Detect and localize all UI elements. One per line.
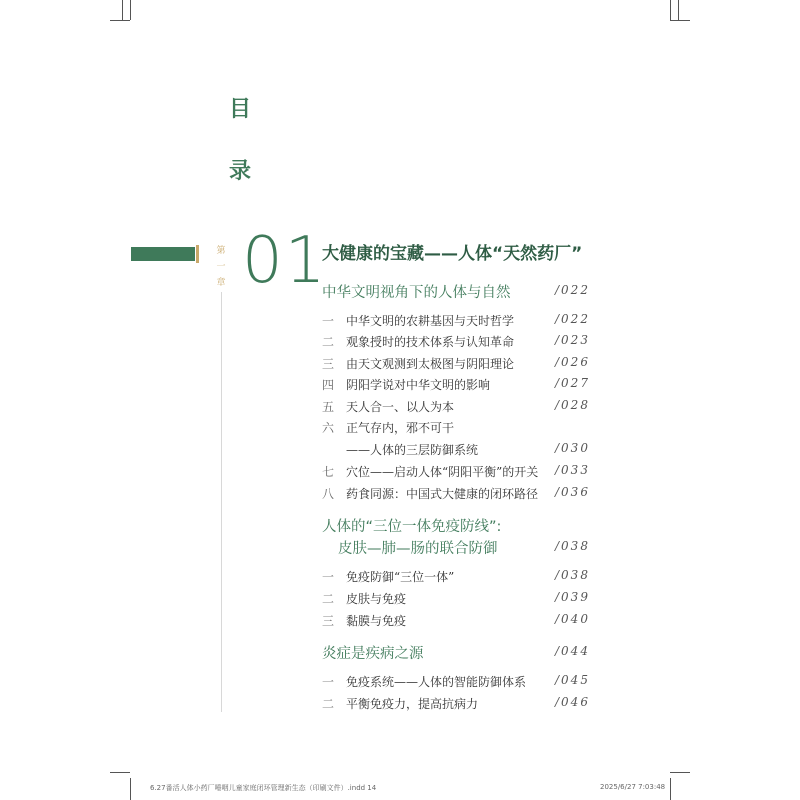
toc-entry-continued[interactable] bbox=[322, 441, 592, 461]
toc-title-char-1: 目 bbox=[229, 97, 252, 122]
entry-number: 三 bbox=[322, 614, 335, 628]
entry-title: 免疫系统——人体的智能防御体系 bbox=[346, 675, 527, 689]
entry-page: /030 bbox=[555, 441, 590, 455]
print-slug-filename: 6.27番活人体小药厂唾咽儿童家庭闭环管理新生态（印刷文件）.indd 14 bbox=[150, 784, 377, 792]
entry-number: 三 bbox=[322, 357, 335, 371]
entry-page: /036 bbox=[555, 485, 590, 499]
entry-page: /046 bbox=[555, 695, 590, 709]
chapter-title: 大健康的宝藏——人体“天然药厂” bbox=[322, 244, 583, 264]
entry-title: 正气存内，邪不可干 bbox=[346, 421, 455, 435]
entry-title: 观象授时的技术体系与认知革命 bbox=[346, 335, 515, 349]
toc-entry[interactable] bbox=[322, 612, 592, 632]
toc-entry[interactable] bbox=[322, 695, 592, 715]
toc-entry[interactable] bbox=[322, 398, 592, 418]
toc-entry[interactable] bbox=[322, 333, 592, 353]
entry-title: ——人体的三层防御系统 bbox=[346, 443, 479, 457]
entry-number: 八 bbox=[322, 487, 335, 501]
chapter-label bbox=[215, 243, 227, 291]
chapter-marker-bar bbox=[131, 247, 195, 261]
entry-page: /027 bbox=[555, 376, 590, 390]
crop-mark bbox=[110, 20, 130, 21]
crop-mark bbox=[670, 778, 671, 800]
entry-title: 药食同源：中国式大健康的闭环路径 bbox=[346, 487, 539, 501]
crop-mark bbox=[670, 0, 671, 20]
entry-number: 一 bbox=[322, 675, 335, 689]
section-page: /044 bbox=[555, 644, 590, 658]
entry-number: 六 bbox=[322, 421, 335, 435]
entry-title: 穴位——启动人体“阴阳平衡”的开关 bbox=[346, 465, 539, 479]
chapter-marker-accent bbox=[196, 245, 199, 263]
entry-title: 皮肤与免疫 bbox=[346, 592, 407, 606]
toc-title-char-2: 录 bbox=[229, 159, 252, 184]
toc-entry[interactable] bbox=[322, 312, 592, 332]
chapter-label-char: 一 bbox=[216, 262, 226, 272]
entry-title: 天人合一、以人为本 bbox=[346, 400, 455, 414]
crop-mark bbox=[130, 778, 131, 800]
toc-entry[interactable] bbox=[322, 355, 592, 375]
entry-title: 平衡免疫力，提高抗病力 bbox=[346, 697, 479, 711]
entry-page: /033 bbox=[555, 463, 590, 477]
entry-page: /038 bbox=[555, 568, 590, 582]
chapter-label-char: 章 bbox=[216, 278, 226, 288]
section-title: 中华文明视角下的人体与自然 bbox=[322, 285, 511, 301]
print-slug-timestamp: 2025/6/27 7:03:48 bbox=[600, 783, 666, 791]
crop-mark bbox=[670, 20, 690, 21]
entry-title: 由天文观测到太极图与阴阳理论 bbox=[346, 357, 515, 371]
entry-page: /045 bbox=[555, 673, 590, 687]
entry-number: 七 bbox=[322, 465, 335, 479]
entry-title: 免疫防御“三位一体” bbox=[346, 570, 455, 584]
entry-title: 黏膜与免疫 bbox=[346, 614, 407, 628]
divider-line bbox=[221, 292, 222, 712]
crop-mark bbox=[678, 0, 679, 20]
entry-page: /023 bbox=[555, 333, 590, 347]
chapter-number: 01 bbox=[242, 224, 328, 298]
toc-entry[interactable] bbox=[322, 463, 592, 483]
section-page: /022 bbox=[555, 283, 590, 297]
entry-number: 二 bbox=[322, 697, 335, 711]
chapter-label-char: 第 bbox=[216, 246, 226, 256]
entry-number: 二 bbox=[322, 335, 335, 349]
crop-mark bbox=[670, 772, 690, 773]
entry-number: 一 bbox=[322, 314, 335, 328]
section-title: 人体的“三位一体免疫防线”: bbox=[322, 519, 502, 535]
toc-entry[interactable] bbox=[322, 376, 592, 396]
toc-entry[interactable] bbox=[322, 419, 592, 439]
crop-mark bbox=[110, 772, 130, 773]
toc-entry[interactable] bbox=[322, 590, 592, 610]
entry-number: 五 bbox=[322, 400, 335, 414]
entry-number: 一 bbox=[322, 570, 335, 584]
entry-page: /026 bbox=[555, 355, 590, 369]
crop-mark bbox=[122, 0, 123, 20]
entry-page: /040 bbox=[555, 612, 590, 626]
entry-number: 二 bbox=[322, 592, 335, 606]
toc-entry[interactable] bbox=[322, 485, 592, 505]
section-title-line2: 皮肤—肺—肠的联合防御 bbox=[338, 541, 498, 557]
entry-page: /028 bbox=[555, 398, 590, 412]
toc-entry[interactable] bbox=[322, 568, 592, 588]
section-title: 炎症是疾病之源 bbox=[322, 646, 424, 662]
entry-title: 中华文明的农耕基因与天时哲学 bbox=[346, 314, 515, 328]
entry-page: /039 bbox=[555, 590, 590, 604]
section-page: /038 bbox=[555, 539, 590, 553]
entry-number: 四 bbox=[322, 378, 335, 392]
crop-mark bbox=[130, 0, 131, 20]
entry-page: /022 bbox=[555, 312, 590, 326]
toc-entry[interactable] bbox=[322, 673, 592, 693]
entry-title: 阴阳学说对中华文明的影响 bbox=[346, 378, 491, 392]
